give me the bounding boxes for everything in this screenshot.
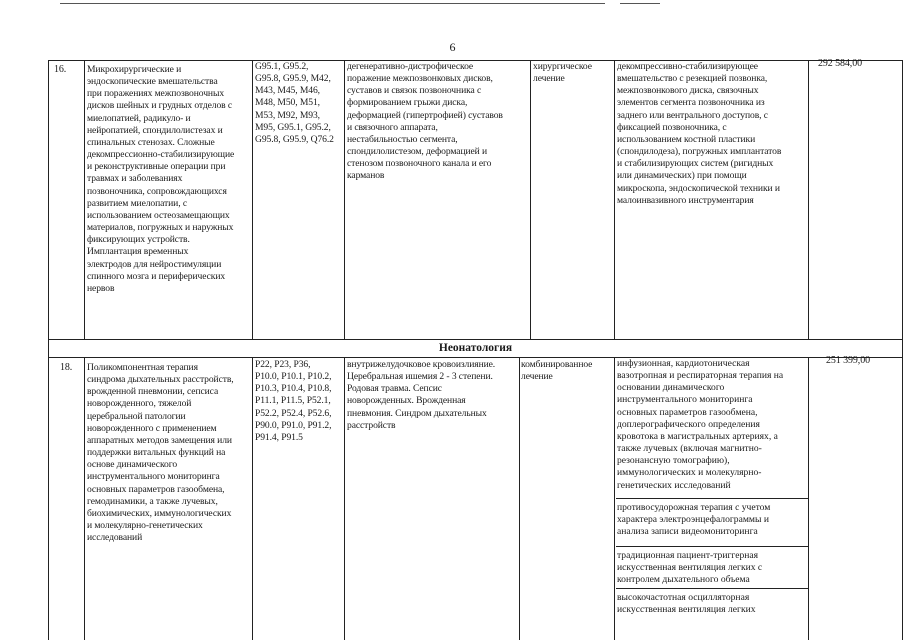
treatment-type: комбинированное лечение [521,359,593,383]
treatment-method: противосудорожная терапия с учетом характера электроэнцефалограммы и анализа записи видеомониторинга [617,502,771,538]
icd-codes: G95.1, G95.2, G95.8, G95.9, M42, M43, M45, M46, M48, M50, M51, M53, M92, M93, M95, G95.1, G95.2, G95.8, G95.9, Q76.2 [255,61,334,145]
intervention-name: Микрохирургические и эндоскопические вмешательства при поражениях межпозвоночных дисков шейных и грудных отделов с миелопатией, радикуло- и нейропатией, спондилолистезах и спинальных стенозах. Сложные декомпрессионно-стабилизирующие и реконструктивные операции при травмах и заболеваниях позвоночника, сопровождающихся развитием миелопатии, с использованием остеозамещающих материалов, погружных и наружных фиксирующих устройств. Имплантация временных электродов для нейростимуляции спинного мозга и периферических нервов [87,64,235,294]
column-border [614,60,615,340]
diagnosis: дегенеративно-дистрофическое поражение межпозвонковых дисков, суставов и связок позвоночника с формированием грыжи диска, деформацией (гипертрофией) суставов и связочного аппарата, нестабильностью сегмента, спондилолистезом, деформацией и стенозом позвоночного канала и его карманов [347,61,503,182]
diagnosis: внутрижелудочковое кровоизлияние. Церебральная ишемия 2 - 3 степени. Родовая травма. Сепсис новорожденных. Врожденная пневмония. Синдром дыхательных расстройств [347,359,496,431]
column-border [252,357,253,640]
column-border [344,357,345,640]
sub-row-divider [616,588,809,589]
treatment-method: высокочастотная осцилляторная искусственная вентиляция легких [617,592,756,616]
treatment-method: инфузионная, кардиотоническая вазотропная и респираторная терапия на основании динамического инструментального мониторинга основных параметров газообмена, доплерографического определения кровотока в магистральных артериях, а также лучевых (включая магнитно- резонансную томографию), иммунологических и молекулярно- генетических исследований [617,358,784,491]
column-border [614,357,615,640]
column-border [84,60,85,340]
row-number: 16. [54,64,67,75]
section-title: Неонатология [438,342,513,354]
column-border [252,60,253,340]
column-border [808,60,809,340]
column-border [808,357,809,640]
icd-codes: P22, P23, P36, P10.0, P10.1, P10.2, P10.3, P10.4, P10.8, P11.1, P11.5, P52.1, P52.2, P52.4, P52.6, P90.0, P91.0, P91.2, P91.4, P91.5 [255,359,332,443]
treatment-type: хирургическое лечение [533,61,592,85]
page-number: 6 [449,40,456,54]
column-border [84,357,85,640]
sub-row-divider [616,498,809,499]
column-border [344,60,345,340]
column-border [519,357,520,640]
treatment-method: традиционная пациент-триггерная искусственная вентиляция легких с контролем дыхательного объема [617,550,763,586]
intervention-name: Поликомпонентная терапия синдрома дыхательных расстройств, врожденной пневмонии, сепсиса новорожденного, тяжелой церебральной патологии новорожденного с применением аппаратных методов замещения или поддержки витальных функций на основе динамического инструментального мониторинга основных параметров газообмена, гемодинамики, а также лучевых, биохимических, иммунологических и молекулярно-генетических исследований [87,362,234,544]
row-number: 18. [60,362,73,373]
column-border [530,60,531,340]
scan-line [620,3,660,4]
cost-value: 251 399,00 [826,355,871,366]
cost-value: 292 584,00 [818,58,863,69]
sub-row-divider [616,546,809,547]
scan-line [60,3,605,4]
treatment-method: декомпрессивно-стабилизирующее вмешательство с резекцией позвонка, межпозвонкового диска, связочных элементов сегмента позвоночника из заднего или вентрального доступов, с фиксацией позвоночника, с использованием костной пластики (спондилодеза), погружных имплантатов и стабилизирующих систем (ригидных или динамических) при помощи микроскопа, эндоскопической техники и малоинвазивного инструментария [617,61,782,206]
